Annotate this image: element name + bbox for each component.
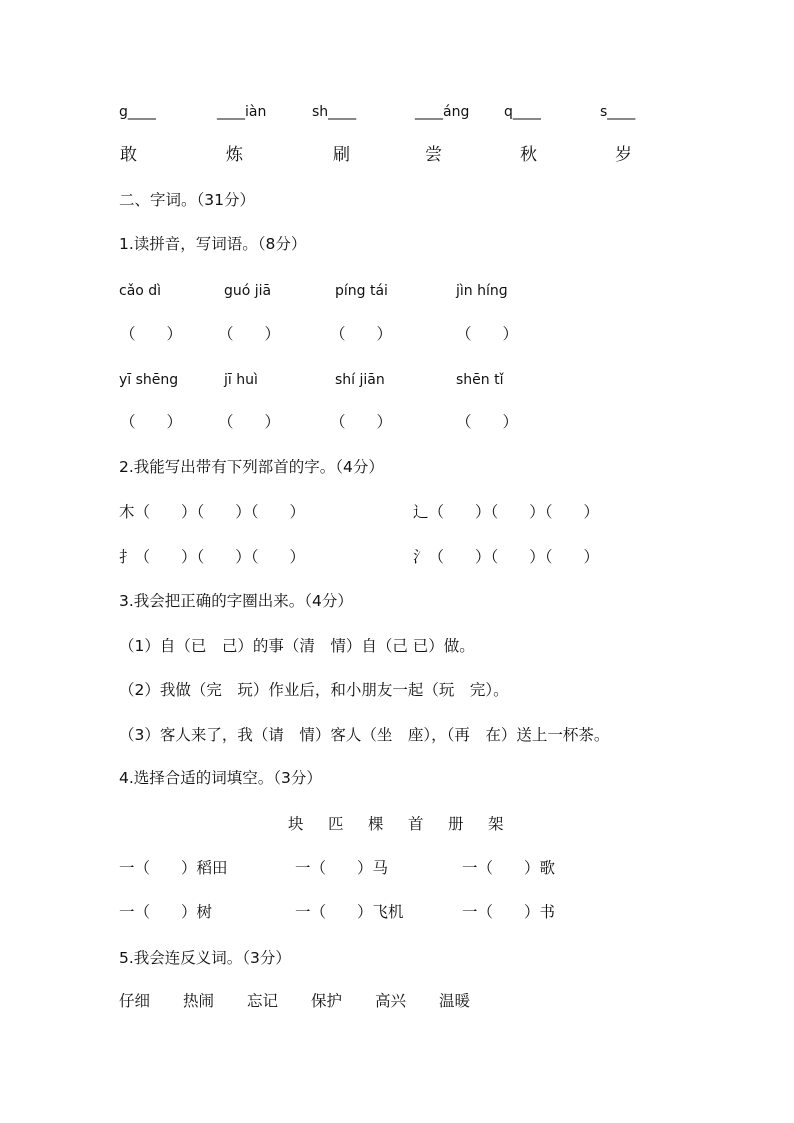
q4-blank-shu-tree[interactable]: 一（ ）树 bbox=[119, 903, 213, 921]
q4-word-6: 架 bbox=[488, 815, 504, 833]
section-2-title: 二、字词。（31分） bbox=[119, 191, 255, 209]
char-6: 岁 bbox=[615, 145, 632, 165]
char-2: 炼 bbox=[226, 145, 243, 165]
pinyin-blank-3: sh____ bbox=[312, 104, 357, 120]
q1-blank-7[interactable]: （ ） bbox=[330, 413, 393, 431]
q2-title: 2.我能写出带有下列部首的字。（4分） bbox=[119, 458, 384, 476]
pinyin-blank-6: s____ bbox=[600, 104, 636, 120]
q4-word-5: 册 bbox=[448, 815, 464, 833]
q1-blank-2[interactable]: （ ） bbox=[218, 325, 281, 343]
q1-blank-5[interactable]: （ ） bbox=[120, 413, 183, 431]
q2-radical-shui-blanks[interactable]: 氵（ ）（ ）（ ） bbox=[413, 548, 600, 566]
q5-word-2[interactable]: 热闹 bbox=[183, 992, 215, 1010]
q1-pinyin-1: cǎo dì bbox=[119, 283, 162, 299]
q1-pinyin-4: jìn hínɡ bbox=[456, 283, 508, 299]
q5-title: 5.我会连反义词。（3分） bbox=[119, 949, 291, 967]
q2-radical-shou-blanks[interactable]: 扌（ ）（ ）（ ） bbox=[119, 548, 306, 566]
q1-pinyin-3: píng tái bbox=[335, 283, 388, 299]
q2-radical-chuo-blanks[interactable]: 辶（ ）（ ）（ ） bbox=[413, 503, 600, 521]
q1-blank-8[interactable]: （ ） bbox=[456, 413, 519, 431]
q4-word-4: 首 bbox=[408, 815, 424, 833]
q1-pinyin-5: yī shēng bbox=[119, 372, 179, 388]
q1-pinyin-8: shēn tǐ bbox=[456, 372, 504, 388]
char-1: 敢 bbox=[120, 145, 137, 165]
q4-blank-ge[interactable]: 一（ ）歌 bbox=[462, 859, 556, 877]
pinyin-blank-1: g____ bbox=[119, 104, 156, 120]
q1-blank-4[interactable]: （ ） bbox=[456, 325, 519, 343]
q5-word-4[interactable]: 保护 bbox=[311, 992, 343, 1010]
q3-item-1[interactable]: （1）自（已 己）的事（清 情）自（己 已）做。 bbox=[119, 637, 475, 655]
q5-word-3[interactable]: 忘记 bbox=[247, 992, 279, 1010]
q5-word-5[interactable]: 高兴 bbox=[375, 992, 407, 1010]
q1-title: 1.读拼音，写词语。（8分） bbox=[119, 235, 307, 253]
q4-word-1: 块 bbox=[288, 815, 304, 833]
q4-word-3: 棵 bbox=[368, 815, 384, 833]
char-3: 刷 bbox=[333, 145, 350, 165]
q5-word-6[interactable]: 温暖 bbox=[439, 992, 471, 1010]
char-5: 秋 bbox=[520, 145, 537, 165]
q1-blank-6[interactable]: （ ） bbox=[218, 413, 281, 431]
q3-item-3[interactable]: （3）客人来了，我（请 情）客人（坐 座），（再 在）送上一杯茶。 bbox=[119, 726, 610, 744]
q2-radical-mu-blanks[interactable]: 木（ ）（ ）（ ） bbox=[119, 503, 306, 521]
pinyin-blank-4: ____áng bbox=[415, 104, 470, 120]
q4-word-2: 匹 bbox=[328, 815, 344, 833]
char-4: 尝 bbox=[425, 145, 442, 165]
q1-blank-1[interactable]: （ ） bbox=[120, 325, 183, 343]
q1-pinyin-6: jī huì bbox=[224, 372, 258, 388]
pinyin-blank-5: q____ bbox=[504, 104, 541, 120]
q1-pinyin-7: shí jiān bbox=[335, 372, 385, 388]
q1-blank-3[interactable]: （ ） bbox=[330, 325, 393, 343]
pinyin-blank-2: ____iàn bbox=[217, 104, 267, 120]
q4-title: 4.选择合适的词填空。（3分） bbox=[119, 769, 322, 787]
q4-blank-daotian[interactable]: 一（ ）稻田 bbox=[119, 859, 228, 877]
q4-blank-feiji[interactable]: 一（ ）飞机 bbox=[295, 903, 404, 921]
q4-blank-shu-book[interactable]: 一（ ）书 bbox=[462, 903, 556, 921]
q3-title: 3.我会把正确的字圈出来。（4分） bbox=[119, 592, 353, 610]
q5-word-1[interactable]: 仔细 bbox=[119, 992, 151, 1010]
q3-item-2[interactable]: （2）我做（完 玩）作业后，和小朋友一起（玩 完）。 bbox=[119, 681, 509, 699]
q1-pinyin-2: guó jiā bbox=[224, 283, 272, 299]
q4-blank-ma[interactable]: 一（ ）马 bbox=[295, 859, 389, 877]
